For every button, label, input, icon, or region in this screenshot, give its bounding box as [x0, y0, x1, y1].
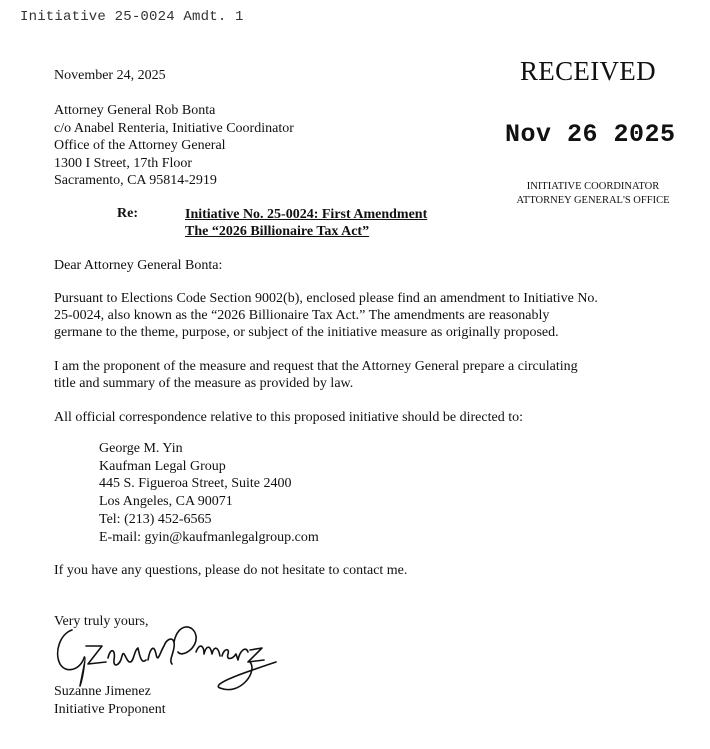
valediction: Very truly yours,: [54, 614, 149, 629]
paragraph-line: 25-0024, also known as the “2026 Billionaire Tax Act.” The amendments are reasonably: [54, 308, 550, 323]
re-subject-line: The “2026 Billionaire Tax Act”: [185, 224, 370, 239]
addressee-line: Attorney General Rob Bonta: [54, 103, 216, 118]
initiative-reference: Initiative 25-0024 Amdt. 1: [20, 9, 244, 25]
addressee-line: c/o Anabel Renteria, Initiative Coordinator: [54, 120, 294, 136]
received-stamp-title: RECEIVED: [520, 56, 656, 86]
stamp-office-line: INITIATIVE COORDINATOR: [526, 181, 660, 192]
paragraph-line: I am the proponent of the measure and request that the Attorney General prepare a circulating: [54, 359, 578, 374]
stamp-office-line: ATTORNEY GENERAL'S OFFICE: [516, 194, 670, 206]
letter-date: November 24, 2025: [54, 68, 166, 83]
re-subject: [185, 206, 427, 240]
contact-phone: Tel: (213) 452-6565: [99, 511, 212, 527]
salutation: Dear Attorney General Bonta:: [54, 258, 223, 273]
re-label: Re:: [117, 206, 138, 221]
closing-question: If you have any questions, please do not hesitate to contact me.: [54, 563, 408, 578]
received-stamp-date: Nov 26 2025: [505, 120, 676, 149]
re-subject-line: Initiative No. 25-0024: First Amendment: [185, 207, 428, 222]
contact-block: [99, 440, 319, 546]
contact-city: Los Angeles, CA 90071: [99, 494, 233, 510]
signer-title: Initiative Proponent: [54, 702, 166, 717]
paragraph-line: All official correspondence relative to this proposed initiative should be directed to:: [54, 410, 523, 425]
addressee-line: 1300 I Street, 17th Floor: [54, 155, 193, 171]
received-stamp-office: [476, 180, 710, 207]
paragraph-line: Pursuant to Elections Code Section 9002(b), enclosed please find an amendment to Initiative No.: [54, 291, 598, 306]
body-paragraph-request: [54, 358, 664, 392]
paragraph-line: title and summary of the measure as provided by law.: [54, 376, 354, 391]
contact-name: George M. Yin: [99, 441, 183, 456]
body-paragraph-correspondence: [54, 409, 664, 426]
paragraph-line: germane to the theme, purpose, or subject of the initiative measure as originally proposed.: [54, 325, 559, 340]
contact-email: E-mail: gyin@kaufmanlegalgroup.com: [99, 529, 319, 545]
contact-street: 445 S. Figueroa Street, Suite 2400: [99, 476, 292, 492]
addressee-line: Office of the Attorney General: [54, 138, 226, 153]
addressee-block: [54, 102, 294, 190]
body-paragraph-amendment: [54, 290, 664, 341]
addressee-line: Sacramento, CA 95814-2919: [54, 173, 217, 188]
contact-firm: Kaufman Legal Group: [99, 458, 226, 474]
signer-name: Suzanne Jimenez: [54, 684, 151, 699]
